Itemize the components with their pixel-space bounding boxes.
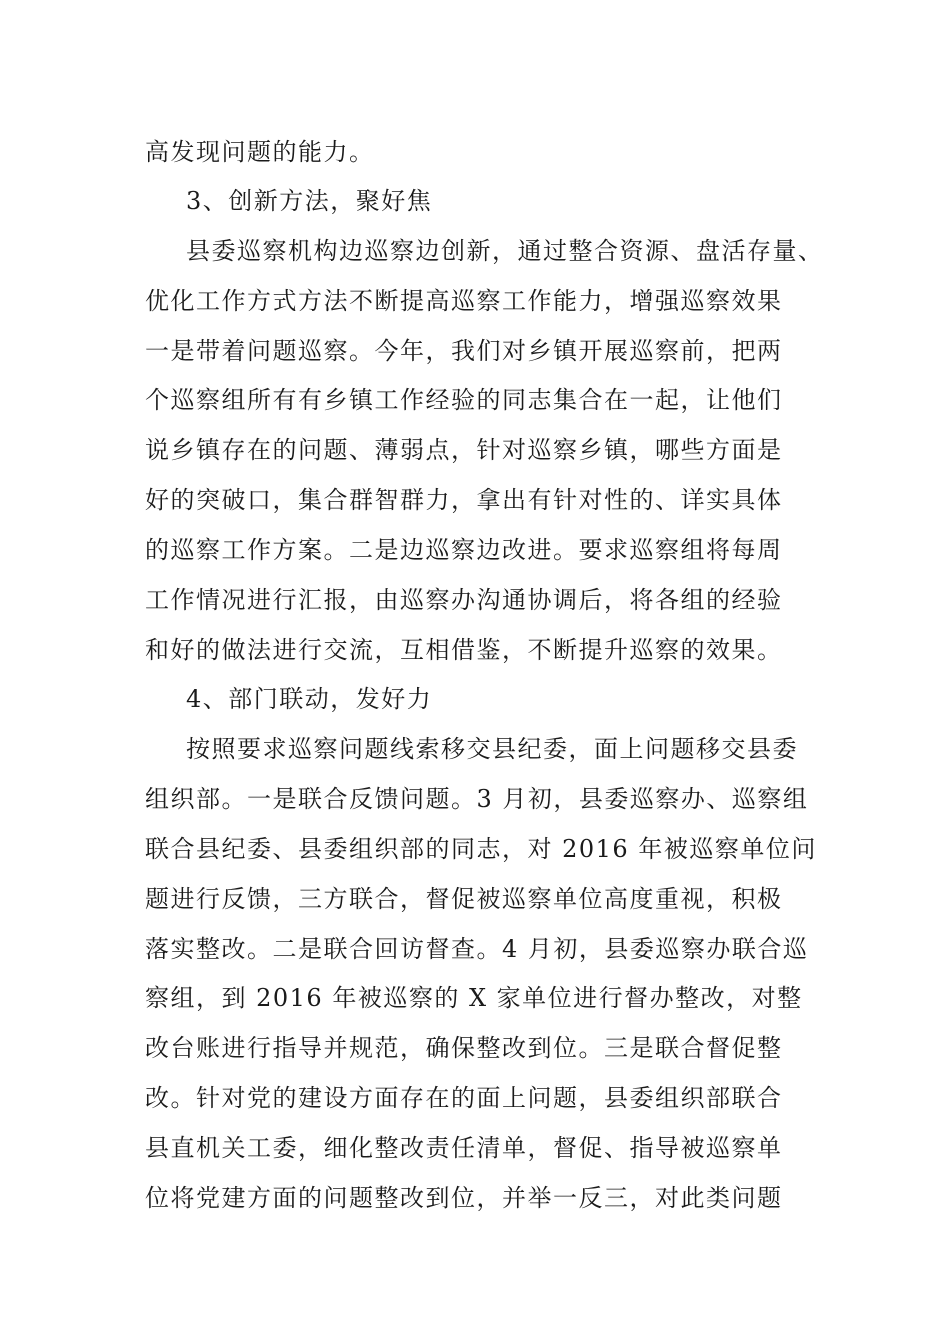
text-line: 察组，到 2016 年被巡察的 X 家单位进行督办整改，对整 bbox=[145, 984, 803, 1012]
text-line: 一是带着问题巡察。今年，我们对乡镇开展巡察前，把两 bbox=[145, 337, 783, 365]
text-line: 落实整改。二是联合回访督查。4 月初，县委巡察办联合巡 bbox=[145, 935, 809, 963]
text-line: 县委巡察机构边巡察边创新，通过整合资源、盘活存量、 bbox=[186, 237, 824, 265]
text-line: 说乡镇存在的问题、薄弱点，针对巡察乡镇，哪些方面是 bbox=[145, 436, 783, 464]
text-line: 改台账进行指导并规范，确保整改到位。三是联合督促整 bbox=[145, 1034, 783, 1062]
text-line: 和好的做法进行交流，互相借鉴，不断提升巡察的效果。 bbox=[145, 636, 783, 664]
text-line: 题进行反馈，三方联合，督促被巡察单位高度重视，积极 bbox=[145, 885, 783, 913]
section-heading-3: 3、创新方法，聚好焦 bbox=[186, 187, 433, 215]
text-line: 按照要求巡察问题线索移交县纪委，面上问题移交县委 bbox=[186, 735, 798, 763]
text-line: 组织部。一是联合反馈问题。3 月初，县委巡察办、巡察组 bbox=[145, 785, 809, 813]
text-line: 县直机关工委，细化整改责任清单，督促、指导被巡察单 bbox=[145, 1134, 783, 1162]
text-line: 联合县纪委、县委组织部的同志，对 2016 年被巡察单位问 bbox=[145, 835, 817, 863]
section-heading-4: 4、部门联动，发好力 bbox=[186, 685, 433, 713]
text-line: 工作情况进行汇报，由巡察办沟通协调后，将各组的经验 bbox=[145, 586, 783, 614]
text-line: 位将党建方面的问题整改到位，并举一反三，对此类问题 bbox=[145, 1184, 783, 1212]
text-line: 高发现问题的能力。 bbox=[145, 138, 375, 166]
text-line: 的巡察工作方案。二是边巡察边改进。要求巡察组将每周 bbox=[145, 536, 783, 564]
text-line: 优化工作方式方法不断提高巡察工作能力，增强巡察效果 bbox=[145, 287, 783, 315]
text-line: 改。针对党的建设方面存在的面上问题，县委组织部联合 bbox=[145, 1084, 783, 1112]
text-line: 个巡察组所有有乡镇工作经验的同志集合在一起，让他们 bbox=[145, 386, 783, 414]
text-line: 好的突破口，集合群智群力，拿出有针对性的、详实具体 bbox=[145, 486, 783, 514]
